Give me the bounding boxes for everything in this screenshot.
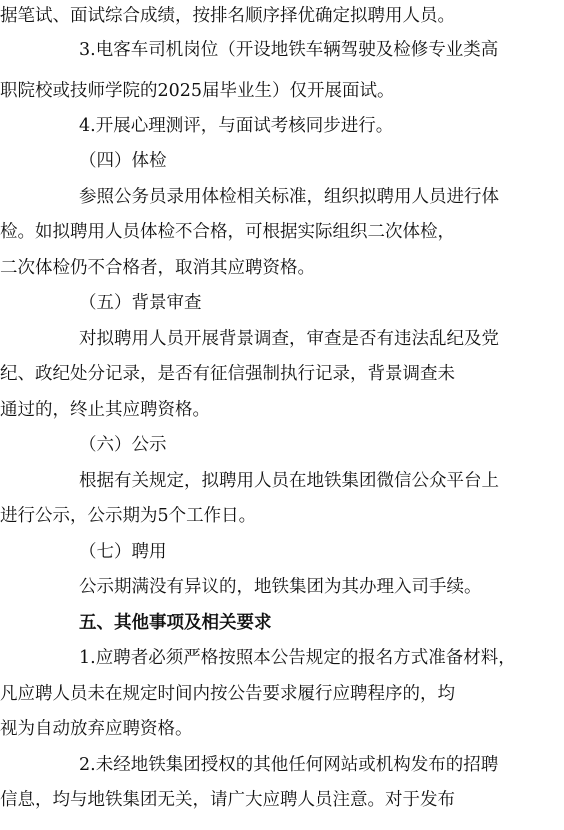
text-line: 二次体检仍不合格者，取消其应聘资格。: [0, 258, 315, 278]
text-line: 3.电客车司机岗位（开设地铁车辆驾驶及检修专业类高: [79, 40, 499, 60]
text-line: 对拟聘用人员开展背景调查，审查是否有违法乱纪及党: [79, 329, 499, 349]
text-line: 凡应聘人员未在规定时间内按公告要求履行应聘程序的，均: [0, 684, 455, 704]
text-line: 参照公务员录用体检相关标准，组织拟聘用人员进行体: [79, 187, 499, 207]
text-line: 1.应聘者必须严格按照本公告规定的报名方式准备材料，: [79, 648, 516, 668]
text-line: 进行公示，公示期为5个工作日。: [0, 506, 257, 526]
text-line: 职院校或技师学院的2025届毕业生）仅开展面试。: [0, 81, 395, 101]
text-line: 纪、政纪处分记录，是否有征信强制执行记录，背景调查未: [0, 364, 455, 384]
text-line: 4.开展心理测评，与面试考核同步进行。: [79, 116, 394, 136]
text-line: 根据有关规定，拟聘用人员在地铁集团微信公众平台上: [79, 471, 499, 491]
text-line: 信息，均与地铁集团无关，请广大应聘人员注意。对于发布: [0, 790, 455, 810]
section-heading: 五、其他事项及相关要求: [79, 613, 272, 633]
section-subheading: （七）聘用: [79, 542, 167, 562]
text-line: 视为自动放弃应聘资格。: [0, 719, 193, 739]
text-line: 2.未经地铁集团授权的其他任何网站或机构发布的招聘: [79, 755, 499, 775]
section-subheading: （五）背景审查: [79, 293, 202, 313]
text-line: 公示期满没有异议的，地铁集团为其办理入司手续。: [79, 577, 482, 597]
text-line: 据笔试、面试综合成绩，按排名顺序择优确定拟聘用人员。: [0, 6, 455, 26]
section-subheading: （四）体检: [79, 151, 167, 171]
text-line: 检。如拟聘用人员体检不合格，可根据实际组织二次体检，: [0, 222, 455, 242]
text-line: 通过的，终止其应聘资格。: [0, 400, 210, 420]
section-subheading: （六）公示: [79, 435, 167, 455]
